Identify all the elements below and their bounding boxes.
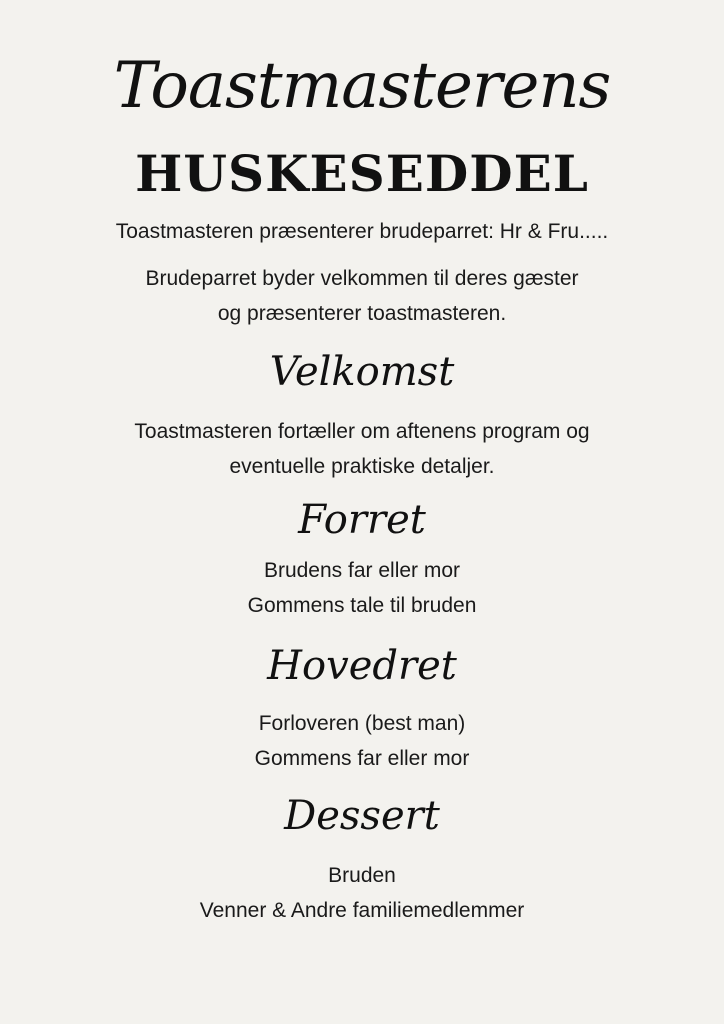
section-line: Venner & Andre familiemedlemmer [199,899,525,922]
section-text-dessert [40,858,684,928]
section-line: Bruden [328,864,396,887]
intro-line-1: Toastmasteren præsenterer brudeparret: Hr & Fru..... [115,220,609,243]
section-line: Gommens tale til bruden [247,594,477,617]
section-heading-forret: Forret [298,497,426,543]
page-title-script: Toastmasterens [113,49,611,123]
section-text-velkomst [40,414,684,484]
section-line: eventuelle praktiske detaljer. [229,455,495,478]
section-text-forret [40,553,684,623]
intro-paragraph [40,261,684,331]
section-text-hovedret [40,706,684,776]
intro-line-2: Brudeparret byder velkommen til deres gæster [145,267,579,290]
section-line: Forloveren (best man) [258,712,466,735]
section-heading-hovedret: Hovedret [267,643,457,689]
section-line: Brudens far eller mor [263,559,461,582]
section-line: Toastmasteren fortæller om aftenens program og [134,420,590,443]
intro-line-3: og præsenterer toastmasteren. [217,302,507,325]
section-heading-dessert: Dessert [284,793,440,839]
section-line: Gommens far eller mor [254,747,470,770]
page-title-bold: HUSKESEDDEL [135,144,589,203]
section-heading-velkomst: Velkomst [269,349,455,395]
